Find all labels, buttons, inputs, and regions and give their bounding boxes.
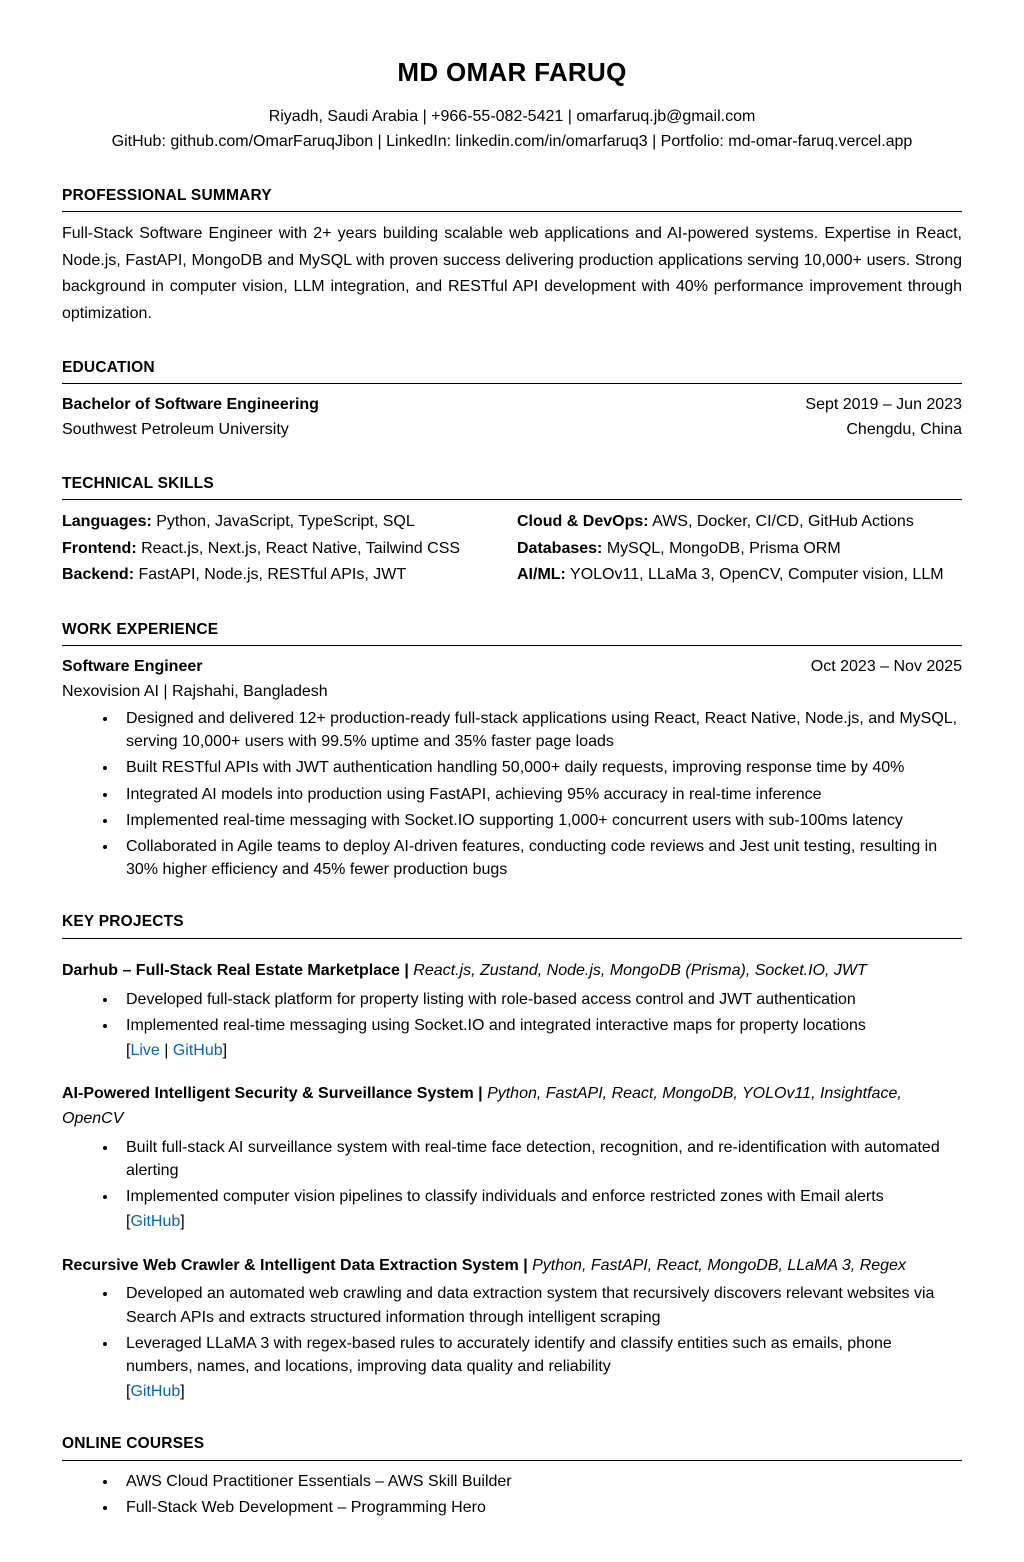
section-technical-skills [62, 473, 962, 589]
contact-line-1: Riyadh, Saudi Arabia | +966-55-082-5421 | omarfaruq.jb@gmail.com [268, 107, 756, 125]
project-bullet [118, 1332, 962, 1404]
project-title-line [62, 1082, 962, 1132]
skill-value: React.js, Next.js, React Native, Tailwind CSS [141, 539, 461, 557]
skill-label: Databases: [517, 539, 603, 557]
project-bullet-list [62, 1136, 962, 1234]
project-bullet: • Built full-stack AI surveillance system with real-time face detection, recognition, and re-identification with automated alerting [118, 1136, 962, 1182]
bracket-close: ] [180, 1213, 185, 1231]
skill-label: AI/ML: [517, 566, 566, 584]
education-heading: EDUCATION [62, 357, 962, 384]
degree-title: Bachelor of Software Engineering [62, 396, 319, 414]
skills-column-right [517, 509, 962, 588]
candidate-name: MD OMAR FARUQ [397, 57, 627, 87]
skill-value: Python, JavaScript, TypeScript, SQL [156, 513, 415, 531]
skill-line-cloud-devops [517, 509, 962, 535]
section-professional-summary [62, 185, 962, 327]
project-surveillance-system [62, 1082, 962, 1233]
skill-value: FastAPI, Node.js, RESTful APIs, JWT [138, 566, 407, 584]
skill-value: MySQL, MongoDB, Prisma ORM [606, 539, 841, 557]
project-web-crawler [62, 1254, 962, 1404]
job-dates: Oct 2023 – Nov 2025 [810, 658, 962, 676]
experience-bullet: • Integrated AI models into production using FastAPI, achieving 95% accuracy in real-time inference [118, 783, 962, 806]
course-item: • Full-Stack Web Development – Programming Hero [118, 1496, 962, 1519]
company-line: Nexovision AI | Rajshahi, Bangladesh [62, 682, 328, 700]
skill-line-backend [62, 562, 507, 588]
skill-label: Backend: [62, 566, 135, 584]
contact-line-2: GitHub: github.com/OmarFaruqJibon | LinkedIn: linkedin.com/in/omarfaruq3 | Portfolio: md-omar-faruq.vercel.app [111, 133, 913, 151]
skill-line-languages [62, 509, 507, 535]
skill-value: AWS, Docker, CI/CD, GitHub Actions [652, 513, 914, 531]
project-links [126, 1210, 962, 1233]
project-tech-stack: React.js, Zustand, Node.js, MongoDB (Prisma), Socket.IO, JWT [413, 961, 867, 979]
courses-heading: ONLINE COURSES [62, 1433, 962, 1460]
projects-heading: KEY PROJECTS [62, 911, 962, 938]
skills-grid [62, 509, 962, 588]
summary-text: Full-Stack Software Engineer with 2+ years building scalable web applications and AI-powered systems. Expertise in React, Node.js, FastAPI, MongoDB and MySQL with proven success delivering production applications serving 10,000+ users. Strong background in computer vision, LLM integration, and RESTful API development with 40% performance improvement through optimization. [62, 225, 962, 322]
project-bullet-list [62, 1282, 962, 1403]
project-bullet-list [62, 988, 962, 1063]
project-title: AI-Powered Intelligent Security & Surveillance System | [62, 1085, 483, 1103]
project-tech-stack: Python, FastAPI, React, MongoDB, LLaMA 3, Regex [532, 1256, 906, 1274]
bracket-open: [ [126, 1213, 131, 1231]
project-bullet: • Developed an automated web crawling and data extraction system that recursively discovers relevant websites via Search APIs and extracts structured information through intelligent scraping [118, 1282, 962, 1328]
skill-line-frontend [62, 536, 507, 562]
skill-label: Cloud & DevOps: [517, 513, 649, 531]
university-name: Southwest Petroleum University [62, 421, 289, 439]
project-darhub [62, 959, 962, 1062]
link-separator: | [159, 1042, 173, 1060]
skills-heading: TECHNICAL SKILLS [62, 473, 962, 500]
experience-bullet-list [62, 707, 962, 881]
education-dates: Sept 2019 – Jun 2023 [805, 396, 962, 414]
experience-bullet: • Designed and delivered 12+ production-ready full-stack applications using React, React Native, Node.js, and MySQL, serving 10,000+ users with 99.5% uptime and 35% faster page loads [118, 707, 962, 753]
skill-line-databases [517, 536, 962, 562]
experience-bullet: • Built RESTful APIs with JWT authentication handling 50,000+ daily requests, improving response time by 40% [118, 756, 962, 779]
education-row-2 [62, 418, 962, 443]
job-title: Software Engineer [62, 658, 203, 676]
skill-label: Languages: [62, 513, 152, 531]
github-link[interactable]: GitHub [130, 1213, 181, 1231]
project-bullet-text: Implemented computer vision pipelines to classify individuals and enforce restricted zones with Email alerts [126, 1188, 884, 1206]
project-bullet [118, 1185, 962, 1233]
bracket-open: [ [126, 1383, 131, 1401]
experience-bullet: • Collaborated in Agile teams to deploy AI-driven features, conducting code reviews and Jest unit testing, resulting in 30% higher efficiency and 45% fewer production bugs [118, 835, 962, 881]
bracket-close: ] [222, 1042, 228, 1060]
section-work-experience [62, 619, 962, 882]
job-title-row [62, 655, 962, 680]
experience-bullet: • Implemented real-time messaging with Socket.IO supporting 1,000+ concurrent users with sub-100ms latency [118, 809, 962, 832]
project-title: Recursive Web Crawler & Intelligent Data Extraction System | [62, 1256, 528, 1274]
skill-line-ai-ml [517, 562, 962, 588]
bracket-close: ] [180, 1383, 185, 1401]
skill-label: Frontend: [62, 539, 137, 557]
project-tech-stack: Python, FastAPI, React, MongoDB, YOLOv11, Insightface, OpenCV [62, 1085, 902, 1127]
skill-value: YOLOv11, LLaMa 3, OpenCV, Computer vision, LLM [570, 566, 944, 584]
bracket-open: [ [126, 1042, 131, 1060]
experience-heading: WORK EXPERIENCE [62, 619, 962, 646]
project-links [126, 1039, 962, 1062]
project-bullet: • Developed full-stack platform for property listing with role-based access control and JWT authentication [118, 988, 962, 1011]
summary-heading: PROFESSIONAL SUMMARY [62, 185, 962, 212]
course-item: • AWS Cloud Practitioner Essentials – AWS Skill Builder [118, 1470, 962, 1493]
education-location: Chengdu, China [846, 421, 962, 439]
education-row-1 [62, 393, 962, 418]
project-bullet-text: Leveraged LLaMA 3 with regex-based rules to accurately identify and classify entities such as emails, phone numbers, names, and locations, improving data quality and reliability [126, 1334, 892, 1375]
section-education [62, 357, 962, 443]
section-online-courses [62, 1433, 962, 1519]
project-links [126, 1380, 962, 1403]
section-key-projects [62, 911, 962, 1403]
github-link[interactable]: GitHub [130, 1383, 181, 1401]
project-title: Darhub – Full-Stack Real Estate Marketplace | [62, 961, 409, 979]
project-title-line [62, 959, 962, 984]
project-bullet [118, 1014, 962, 1062]
project-title-line [62, 1254, 962, 1279]
github-link[interactable]: GitHub [172, 1042, 223, 1060]
courses-list [62, 1470, 962, 1519]
skills-column-left [62, 509, 507, 588]
project-bullet-text: Implemented real-time messaging using Socket.IO and integrated interactive maps for property locations [126, 1016, 866, 1034]
live-link[interactable]: Live [130, 1042, 160, 1060]
